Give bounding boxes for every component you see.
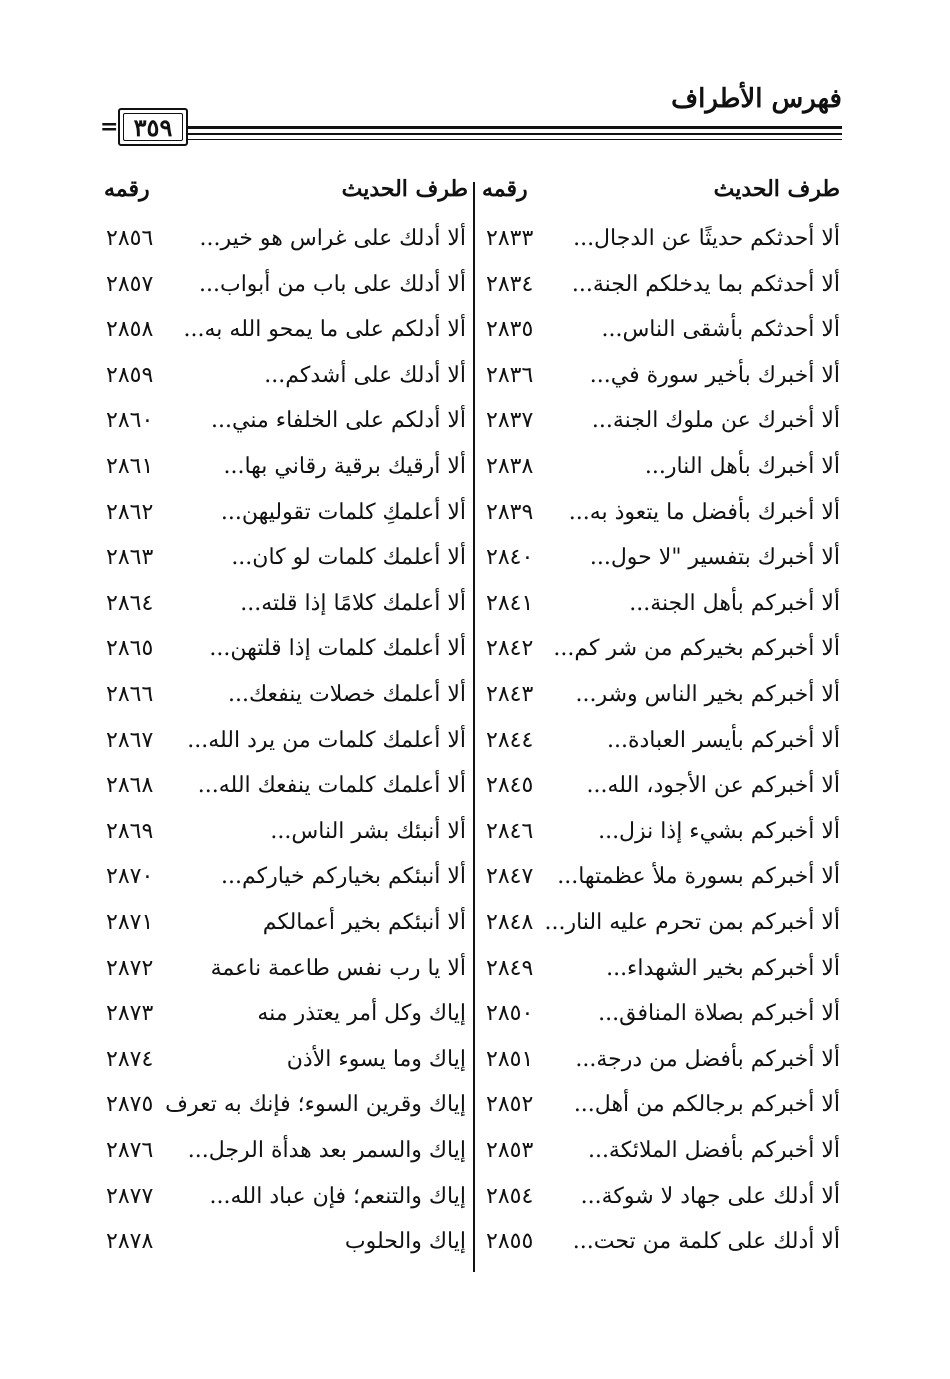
hadith-incipit: ألا أحدثكم بما يدخلكم الجنة... bbox=[571, 271, 840, 297]
index-entry bbox=[100, 226, 466, 272]
hadith-number: ٢٨٦٩ bbox=[106, 818, 154, 844]
hadith-incipit: ألا أدلك على باب من أبواب... bbox=[199, 271, 466, 297]
hadith-number: ٢٨٦٥ bbox=[106, 636, 154, 662]
hadith-number: ٢٨٦٨ bbox=[106, 773, 154, 799]
hadith-number: ٢٨٤٣ bbox=[486, 682, 534, 707]
hadith-incipit: ألا أخبركم بأيسر العبادة... bbox=[606, 727, 840, 753]
index-entry bbox=[480, 1092, 840, 1138]
hadith-incipit: إياك وكل أمر يعتذر منه bbox=[257, 1001, 466, 1027]
hadith-incipit: إياك وقرين السوء؛ فإنك به تعرف bbox=[165, 1092, 466, 1118]
hadith-incipit: ألا أنبئكم بخير أعمالكم bbox=[262, 910, 466, 935]
hadith-incipit: ألا أخبركم برجالكم من أهل... bbox=[573, 1092, 840, 1118]
hadith-incipit: ألا أخبركم بأهل الجنة... bbox=[629, 590, 840, 616]
hadith-number: ٢٨٥٨ bbox=[106, 317, 154, 343]
hadith-incipit: ألا أدلك على جهاد لا شوكة... bbox=[580, 1183, 840, 1209]
hadith-incipit: ألا أخبرك بأخير سورة في... bbox=[589, 362, 840, 388]
hadith-incipit: ألا أخبرك بأفضل ما يتعوذ به... bbox=[568, 499, 840, 525]
left-column-text-header: طرف الحديث bbox=[341, 176, 468, 202]
hadith-number: ٢٨٣٨ bbox=[486, 454, 534, 479]
hadith-number: ٢٨٥٣ bbox=[486, 1138, 534, 1163]
hadith-incipit: ألا أخبرك عن ملوك الجنة... bbox=[591, 408, 840, 434]
index-entry bbox=[480, 226, 840, 272]
hadith-incipit: ألا أدلك على كلمة من تحت... bbox=[572, 1229, 840, 1255]
hadith-incipit: ألا أعلمك كلمات إذا قلتهن... bbox=[209, 636, 466, 662]
hadith-number: ٢٨٤٩ bbox=[486, 955, 534, 981]
index-entry bbox=[480, 1138, 840, 1184]
index-entry bbox=[100, 1047, 466, 1093]
hadith-incipit: ألا أدلكم على الخلفاء مني... bbox=[211, 408, 466, 434]
hadith-number: ٢٨٧٤ bbox=[106, 1046, 154, 1072]
hadith-incipit: ألا أنبئك بشر الناس... bbox=[270, 818, 466, 844]
hadith-incipit: ألا أدلكم على ما يمحو الله به... bbox=[183, 317, 466, 343]
hadith-number: ٢٨٧٨ bbox=[106, 1229, 154, 1255]
hadith-incipit: ألا أخبركم بخير الناس وشر... bbox=[575, 682, 840, 707]
page-number: ٣٥٩ bbox=[123, 113, 183, 141]
hadith-number: ٢٨٤١ bbox=[486, 590, 534, 616]
index-entry bbox=[100, 956, 466, 1002]
index-entry bbox=[100, 728, 466, 774]
index-entry bbox=[480, 728, 840, 774]
hadith-number: ٢٨٣٧ bbox=[486, 408, 534, 434]
page-number-box bbox=[118, 108, 188, 146]
index-entry bbox=[100, 317, 466, 363]
index-entry bbox=[100, 591, 466, 637]
index-entry bbox=[100, 272, 466, 318]
hadith-incipit: ألا أعلمك كلامًا إذا قلته... bbox=[240, 590, 466, 616]
header-title: فهرس الأطراف bbox=[671, 84, 842, 114]
hadith-number: ٢٨٧٢ bbox=[106, 955, 154, 981]
index-entry bbox=[100, 408, 466, 454]
header-rule bbox=[186, 126, 842, 129]
hadith-number: ٢٨٤٨ bbox=[486, 910, 534, 935]
hadith-number: ٢٨٦٢ bbox=[106, 499, 154, 525]
index-entry bbox=[480, 1047, 840, 1093]
index-entry bbox=[100, 910, 466, 956]
index-entry bbox=[100, 1229, 466, 1275]
hadith-number: ٢٨٦٦ bbox=[106, 682, 154, 707]
hadith-incipit: ألا أعلمكِ كلمات تقوليهن... bbox=[220, 499, 466, 525]
hadith-number: ٢٨٥٠ bbox=[486, 1001, 534, 1027]
hadith-incipit: ألا أخبركم بأفضل الملائكة... bbox=[587, 1138, 840, 1163]
hadith-number: ٢٨٤٧ bbox=[486, 864, 534, 890]
hadith-number: ٢٨٥٥ bbox=[486, 1229, 534, 1255]
header-rule bbox=[186, 133, 842, 135]
hadith-incipit: ألا أعلمك خصلات ينفعك... bbox=[228, 682, 466, 707]
index-entry bbox=[480, 272, 840, 318]
index-entry bbox=[480, 910, 840, 956]
hadith-number: ٢٨٧٧ bbox=[106, 1183, 154, 1209]
index-entry bbox=[480, 682, 840, 728]
hadith-number: ٢٨٤٤ bbox=[486, 727, 534, 753]
left-column-number-header: رقمه bbox=[104, 176, 150, 202]
hadith-incipit: ألا أخبركم بسورة ملأ عظمتها... bbox=[557, 864, 840, 890]
right-column-number-header: رقمه bbox=[482, 176, 528, 202]
index-entry bbox=[100, 773, 466, 819]
hadith-incipit: ألا أنبئكم بخياركم خياركم... bbox=[220, 864, 466, 890]
index-entry bbox=[100, 454, 466, 500]
index-entry bbox=[480, 454, 840, 500]
index-entry bbox=[480, 1229, 840, 1275]
hadith-number: ٢٨٦٣ bbox=[106, 545, 154, 571]
hadith-number: ٢٨٣٣ bbox=[486, 226, 534, 251]
index-entry bbox=[480, 1001, 840, 1047]
page-mark: = bbox=[100, 114, 119, 140]
index-entry bbox=[480, 956, 840, 1002]
hadith-incipit: ألا أخبركم بأفضل من درجة... bbox=[575, 1046, 840, 1072]
hadith-incipit: ألا أرقيك برقية رقاني بها... bbox=[223, 454, 466, 479]
hadith-incipit: ألا أخبرك بأهل النار... bbox=[644, 454, 840, 479]
hadith-number: ٢٨٦٤ bbox=[106, 590, 154, 616]
index-entry bbox=[480, 864, 840, 910]
hadith-incipit: ألا أعلمك كلمات من يرد الله... bbox=[187, 727, 466, 753]
column-divider bbox=[473, 182, 475, 1272]
hadith-number: ٢٨٣٦ bbox=[486, 362, 534, 388]
index-entry bbox=[480, 363, 840, 409]
index-entry bbox=[100, 636, 466, 682]
hadith-incipit: ألا أدلك على غراس هو خير... bbox=[199, 226, 466, 251]
index-entry bbox=[100, 1184, 466, 1230]
hadith-incipit: ألا أعلمك كلمات ينفعك الله... bbox=[197, 773, 466, 799]
hadith-incipit: ألا أخبركم بشيء إذا نزل... bbox=[598, 818, 840, 844]
hadith-incipit: إياك والتنعم؛ فإن عباد الله... bbox=[209, 1183, 466, 1209]
index-entry bbox=[480, 1184, 840, 1230]
hadith-incipit: ألا أعلمك كلمات لو كان... bbox=[231, 545, 466, 571]
index-entry bbox=[100, 682, 466, 728]
hadith-number: ٢٨٣٤ bbox=[486, 271, 534, 297]
hadith-number: ٢٨٧٣ bbox=[106, 1001, 154, 1027]
hadith-incipit: ألا أخبركم بصلاة المنافق... bbox=[598, 1001, 840, 1027]
index-entry bbox=[480, 591, 840, 637]
index-entry bbox=[480, 317, 840, 363]
hadith-number: ٢٨٧١ bbox=[106, 910, 154, 935]
hadith-number: ٢٨٦٠ bbox=[106, 408, 154, 434]
hadith-number: ٢٨٣٥ bbox=[486, 317, 534, 343]
index-entry bbox=[480, 773, 840, 819]
hadith-number: ٢٨٥٢ bbox=[486, 1092, 534, 1118]
right-column-text-header: طرف الحديث bbox=[713, 176, 840, 202]
hadith-number: ٢٨٤٥ bbox=[486, 773, 534, 799]
hadith-number: ٢٨٥٦ bbox=[106, 226, 154, 251]
hadith-number: ٢٨٥٤ bbox=[486, 1183, 534, 1209]
index-entry bbox=[100, 500, 466, 546]
index-entry bbox=[100, 1001, 466, 1047]
hadith-number: ٢٨٣٩ bbox=[486, 499, 534, 525]
hadith-number: ٢٨٦١ bbox=[106, 454, 154, 479]
hadith-number: ٢٨٧٦ bbox=[106, 1138, 154, 1163]
index-entry bbox=[100, 1092, 466, 1138]
hadith-number: ٢٨٥٧ bbox=[106, 271, 154, 297]
hadith-incipit: ألا أحدثكم بأشقى الناس... bbox=[601, 317, 840, 343]
index-entry bbox=[480, 408, 840, 454]
index-entry bbox=[100, 819, 466, 865]
header-rule bbox=[186, 139, 842, 140]
hadith-incipit: إياك والسمر بعد هدأة الرجل... bbox=[187, 1138, 466, 1163]
index-entry bbox=[480, 636, 840, 682]
hadith-incipit: ألا أحدثكم حديثًا عن الدجال... bbox=[573, 226, 840, 251]
hadith-incipit: ألا أخبركم بمن تحرم عليه النار... bbox=[544, 910, 840, 935]
hadith-number: ٢٨٧٥ bbox=[106, 1092, 154, 1118]
hadith-incipit: إياك وما يسوء الأذن bbox=[286, 1046, 466, 1072]
index-entry bbox=[480, 819, 840, 865]
hadith-incipit: إياك والحلوب bbox=[344, 1229, 466, 1255]
index-entry bbox=[100, 545, 466, 591]
hadith-incipit: ألا أخبركم عن الأجود، الله... bbox=[586, 773, 840, 799]
hadith-incipit: ألا أخبركم بخير الشهداء... bbox=[606, 955, 840, 981]
hadith-incipit: ألا أخبرك بتفسير "لا حول... bbox=[589, 545, 840, 571]
hadith-number: ٢٨٤٠ bbox=[486, 545, 534, 571]
hadith-incipit: ألا يا رب نفس طاعمة ناعمة bbox=[210, 955, 466, 981]
hadith-incipit: ألا أدلك على أشدكم... bbox=[264, 362, 466, 388]
index-entry bbox=[100, 1138, 466, 1184]
hadith-number: ٢٨٥٩ bbox=[106, 362, 154, 388]
hadith-number: ٢٨٧٠ bbox=[106, 864, 154, 890]
index-entry bbox=[480, 500, 840, 546]
hadith-number: ٢٨٦٧ bbox=[106, 727, 154, 753]
hadith-incipit: ألا أخبركم بخيركم من شر كم... bbox=[553, 636, 840, 662]
index-entry bbox=[100, 363, 466, 409]
hadith-number: ٢٨٥١ bbox=[486, 1046, 534, 1072]
index-entry bbox=[100, 864, 466, 910]
index-entry bbox=[480, 545, 840, 591]
hadith-number: ٢٨٤٦ bbox=[486, 818, 534, 844]
hadith-number: ٢٨٤٢ bbox=[486, 636, 534, 662]
